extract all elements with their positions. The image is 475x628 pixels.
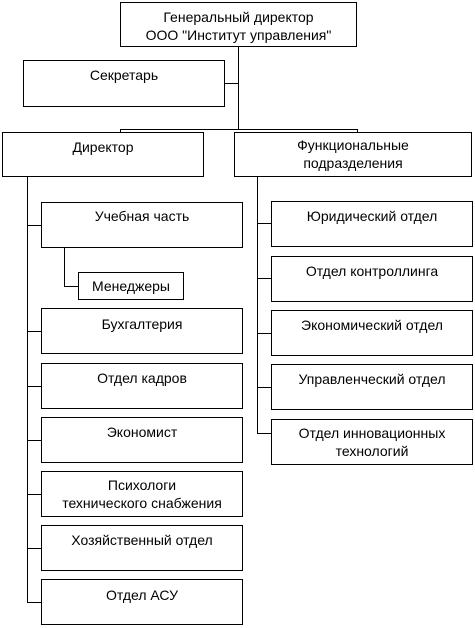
unit-household (41, 525, 243, 571)
connector-economic (257, 333, 271, 334)
connector-functional-spine (257, 177, 258, 433)
unit-psych (41, 471, 243, 517)
unit-accounting (41, 308, 243, 354)
unit-hr (41, 363, 243, 409)
unit-asu (41, 579, 243, 625)
unit-psych-line2: технического снабжения (62, 495, 222, 511)
director-label: Директор (72, 139, 134, 155)
unit-legal (271, 201, 473, 247)
unit-innov-line1: Отдел инновационных (298, 425, 446, 441)
unit-innov-line2: технологий (335, 443, 409, 459)
connector-controlling (257, 278, 271, 279)
connector-innov (257, 433, 271, 434)
unit-controlling-label: Отдел контроллинга (305, 263, 439, 279)
connector-hr (27, 386, 41, 387)
connector-secretary (224, 83, 238, 84)
unit-asu-label: Отдел АСУ (106, 587, 178, 603)
functional-title: Функциональные (297, 137, 409, 153)
ceo-company: ООО "Институт управления" (145, 27, 332, 43)
unit-controlling (271, 256, 473, 302)
unit-study (41, 202, 243, 248)
unit-management (271, 364, 473, 410)
unit-household-label: Хозяйственный отдел (71, 532, 213, 548)
unit-managers (78, 272, 184, 300)
unit-economic (271, 310, 473, 356)
unit-hr-label: Отдел кадров (97, 370, 187, 386)
unit-economic-label: Экономический отдел (301, 317, 443, 333)
unit-innov (271, 419, 473, 465)
connector-household (27, 548, 41, 549)
connector-economist (27, 440, 41, 441)
connector-director-spine (27, 177, 28, 602)
connector-managers (64, 286, 78, 287)
unit-study-label: Учебная часть (94, 208, 190, 224)
unit-managers-label: Менеджеры (92, 278, 170, 294)
unit-accounting-label: Бухгалтерия (101, 316, 183, 332)
unit-legal-label: Юридический отдел (306, 208, 438, 224)
unit-psych-line1: Психологи (107, 477, 177, 493)
functional-subtitle: подразделения (303, 155, 403, 171)
ceo-box (120, 2, 357, 47)
secretary-box (23, 60, 225, 107)
unit-economist (41, 417, 243, 463)
unit-economist-label: Экономист (106, 424, 178, 440)
connector-legal (257, 223, 271, 224)
ceo-title: Генеральный директор (163, 9, 314, 25)
connector-accounting (27, 331, 41, 332)
functional-box (234, 132, 472, 177)
unit-management-label: Управленческий отдел (298, 371, 446, 387)
connector-ceo-trunk (238, 46, 239, 130)
connector-top-bus (120, 129, 358, 130)
connector-study (27, 225, 41, 226)
connector-management (257, 387, 271, 388)
connector-study-spine (64, 247, 65, 287)
connector-psych (27, 494, 41, 495)
director-box (2, 132, 204, 177)
connector-asu (27, 602, 41, 603)
secretary-label: Секретарь (89, 67, 159, 83)
